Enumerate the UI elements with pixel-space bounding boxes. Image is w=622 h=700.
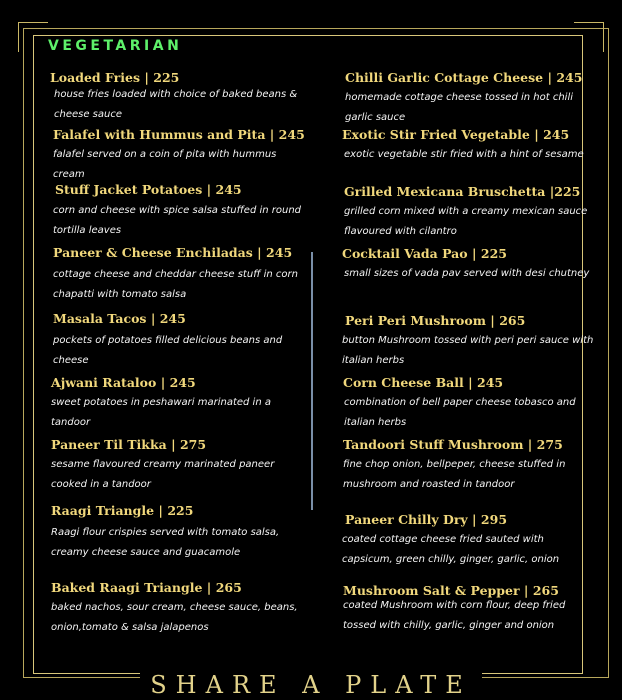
corner-accent bbox=[18, 22, 48, 23]
item-name: Exotic Stir Fried Vegetable | 245 bbox=[342, 127, 570, 142]
item-name: Cocktail Vada Pao | 225 bbox=[342, 246, 507, 261]
menu-item bbox=[343, 437, 595, 494]
item-name: Ajwani Rataloo | 245 bbox=[51, 375, 196, 390]
item-description: coated Mushroom with corn flour, deep fried tossed with chilly, garlic, ginger and onion bbox=[343, 600, 566, 631]
item-name: Raagi Triangle | 225 bbox=[51, 503, 194, 518]
footer-title: SHARE A PLATE bbox=[150, 671, 472, 699]
item-name: Chilli Garlic Cottage Cheese | 245 bbox=[345, 70, 583, 85]
item-name: Tandoori Stuff Mushroom | 275 bbox=[343, 437, 563, 452]
corner-accent bbox=[603, 22, 604, 52]
menu-item bbox=[51, 503, 303, 562]
item-name: Paneer & Cheese Enchiladas | 245 bbox=[53, 245, 293, 260]
corner-accent bbox=[18, 22, 19, 52]
item-name: Grilled Mexicana Bruschetta |225 bbox=[344, 184, 581, 199]
item-description: sesame flavoured creamy marinated paneer cooked in a tandoor bbox=[51, 459, 275, 490]
item-name: Baked Raagi Triangle | 265 bbox=[51, 580, 242, 595]
item-description: house fries loaded with choice of baked beans & cheese sauce bbox=[54, 89, 298, 120]
item-description: combination of bell paper cheese tobasco and italian herbs bbox=[344, 397, 576, 428]
column-divider bbox=[311, 252, 313, 510]
item-name: Peri Peri Mushroom | 265 bbox=[345, 313, 526, 328]
menu-item bbox=[50, 70, 302, 124]
menu-item bbox=[342, 512, 597, 569]
menu-item bbox=[53, 245, 305, 304]
item-description: homemade cottage cheese tossed in hot chili garlic sauce bbox=[345, 92, 574, 123]
item-description: falafel served on a coin of pita with hummus cream bbox=[53, 149, 277, 180]
item-description: Raagi flour crispies served with tomato salsa, creamy cheese sauce and guacamole bbox=[51, 527, 280, 558]
menu-item bbox=[51, 437, 303, 494]
menu-item bbox=[55, 182, 307, 240]
item-description: small sizes of vada pav served with desi chutney bbox=[344, 268, 590, 279]
item-description: fine chop onion, bellpeper, cheese stuffed in mushroom and roasted in tandoor bbox=[343, 459, 566, 490]
section-title: VEGETARIAN bbox=[48, 38, 183, 54]
item-description: grilled corn mixed with a creamy mexican sauce flavoured with cilantro bbox=[344, 206, 588, 237]
item-name: Stuff Jacket Potatoes | 245 bbox=[55, 182, 242, 197]
item-description: sweet potatoes in peshawari marinated in a tandoor bbox=[51, 397, 271, 428]
corner-accent bbox=[574, 22, 604, 23]
menu-item bbox=[343, 583, 595, 635]
item-name: Falafel with Hummus and Pita | 245 bbox=[53, 127, 305, 142]
menu-item bbox=[51, 580, 303, 637]
item-description: pockets of potatoes filled delicious beans and cheese bbox=[53, 335, 283, 366]
menu-item bbox=[343, 375, 595, 432]
menu-item bbox=[345, 70, 597, 127]
item-name: Loaded Fries | 225 bbox=[50, 70, 180, 85]
item-description: corn and cheese with spice salsa stuffed in round tortilla leaves bbox=[53, 205, 302, 236]
item-description: coated cottage cheese fried sauted with capsicum, green chilly, ginger, garlic, onion bbox=[342, 534, 560, 565]
item-name: Masala Tacos | 245 bbox=[53, 311, 186, 326]
menu-item bbox=[51, 375, 303, 432]
item-name: Mushroom Salt & Pepper | 265 bbox=[343, 583, 559, 598]
menu-item bbox=[342, 127, 594, 165]
item-description: baked nachos, sour cream, cheese sauce, beans, onion,tomato & salsa jalapenos bbox=[51, 602, 298, 633]
menu-item bbox=[53, 127, 305, 184]
item-name: Corn Cheese Ball | 245 bbox=[343, 375, 504, 390]
item-name: Paneer Chilly Dry | 295 bbox=[345, 512, 508, 527]
item-description: cottage cheese and cheddar cheese stuff in corn chapatti with tomato salsa bbox=[53, 269, 298, 300]
item-name: Paneer Til Tikka | 275 bbox=[51, 437, 207, 452]
menu-item bbox=[342, 313, 597, 370]
item-description: exotic vegetable stir fried with a hint of sesame bbox=[344, 149, 584, 160]
menu-item bbox=[342, 246, 594, 284]
menu-item bbox=[344, 184, 596, 241]
item-description: button Mushroom tossed with peri peri sauce with italian herbs bbox=[342, 335, 594, 366]
menu-item bbox=[53, 311, 305, 370]
